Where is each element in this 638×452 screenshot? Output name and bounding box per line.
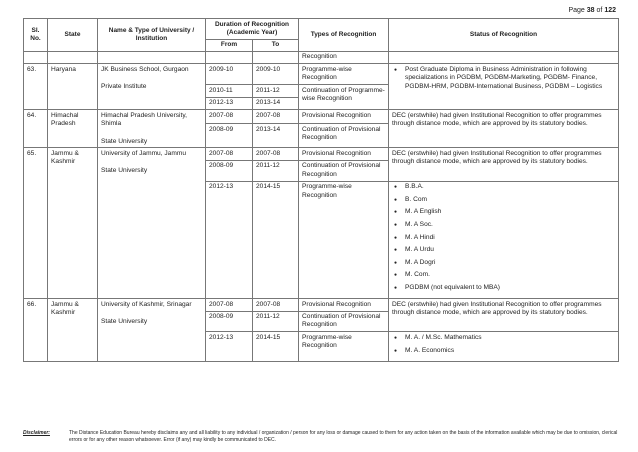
programme-item: ● M. A Hindi — [392, 234, 615, 247]
recognition-table — [23, 18, 619, 362]
recognition-status — [389, 64, 619, 110]
row-institution — [98, 110, 206, 148]
period-from: 2008-09 — [206, 311, 253, 332]
programme-item: ● M. A. / M.Sc. Mathematics — [392, 334, 615, 347]
institution-type: Private Institute — [101, 83, 147, 91]
row-number: 65. — [24, 148, 48, 299]
institution-name: University of Kashmir, Srinagar — [101, 300, 192, 308]
institution-name: JK Business School, Gurgaon — [101, 65, 189, 73]
programme-item: ● B. Com — [392, 196, 615, 209]
row-number: 63. — [24, 64, 48, 110]
col-sl-no: Sl. No. — [24, 19, 48, 52]
programme-list — [392, 334, 615, 359]
period-to: 2007-08 — [253, 299, 299, 311]
programme-item: ● M. A Soc. — [392, 221, 615, 234]
period-from: 2012-13 — [206, 181, 253, 298]
row-institution — [98, 64, 206, 110]
recognition-type: Programme-wise Recognition — [299, 181, 389, 298]
programme-item: ● PGDBM (not equivalent to MBA) — [392, 284, 615, 297]
period-to: 2013-14 — [253, 124, 299, 148]
institution-name: University of Jammu, Jammu — [101, 149, 187, 157]
institution-type: State University — [101, 137, 148, 145]
period-to: 2007-08 — [253, 110, 299, 124]
row-number: 64. — [24, 110, 48, 148]
institution-type: State University — [101, 167, 148, 175]
disclaimer-text: The Distance Education Bureau hereby disclaims any and all liability to any individual / organization / person for any loss or damage caused to them for any action taken on the basis of the information available which may be due to omission, clerical errors or for any other reason whatsoever. Error (if any) may kindly be communicated to DEC. — [69, 430, 618, 443]
period-from: 2007-08 — [206, 299, 253, 311]
row-institution — [98, 148, 206, 299]
page-number — [568, 7, 616, 14]
recognition-type: Programme-wise Recognition — [299, 64, 389, 85]
recognition-status: DEC (erstwhile) had given Institutional Recognition to offer programmes through distance mode, which are approved by its statutory bodies. — [389, 110, 619, 148]
status-list — [392, 66, 615, 91]
recognition-type: Continuation of Programme-wise Recognition — [299, 85, 389, 110]
recognition-type: Programme-wise Recognition — [299, 332, 389, 361]
col-duration: Duration of Recognition (Academic Year) — [206, 19, 299, 40]
institution-type: State University — [101, 318, 148, 326]
row-state: Himachal Pradesh — [48, 110, 98, 148]
table-row — [24, 110, 619, 124]
recognition-type: Continuation of Provisional Recognition — [299, 124, 389, 148]
period-to: 2014-15 — [253, 332, 299, 361]
period-to: 2011-12 — [253, 160, 299, 181]
disclaimer — [23, 430, 618, 444]
row-number: 66. — [24, 299, 48, 362]
status-bullet: ● Post Graduate Diploma in Business Administration in following specializations in PGDBM, PGDBM-Marketing, PGDBM- Finance, PGDBM-HRM, PGDBM-International Business, PGDBM – Logistics — [392, 66, 615, 91]
table-row — [24, 148, 619, 160]
period-to: 2007-08 — [253, 148, 299, 160]
col-types: Types of Recognition — [299, 19, 389, 52]
period-from: 2012-13 — [206, 332, 253, 361]
programme-item: ● B.B.A. — [392, 183, 615, 196]
period-from: 2012-13 — [206, 97, 253, 109]
header-row — [24, 19, 619, 40]
period-to: 2014-15 — [253, 181, 299, 298]
row-institution — [98, 299, 206, 362]
programme-item: ● M. Com. — [392, 271, 615, 284]
col-from: From — [206, 39, 253, 51]
disclaimer-label: Disclaimer: — [23, 430, 50, 436]
period-from: 2010-11 — [206, 85, 253, 97]
recognition-type: Continuation of Provisional Recognition — [299, 311, 389, 332]
recognition-status: DEC (erstwhile) had given Institutional Recognition to offer programmes through distance mode, which are approved by its statutory bodies. — [389, 299, 619, 332]
recognition-type: Provisional Recognition — [299, 148, 389, 160]
page-current: 38 — [586, 7, 595, 14]
row-state: Haryana — [48, 64, 98, 110]
recognition-type: Provisional Recognition — [299, 110, 389, 124]
programme-item: ● M. A Dogri — [392, 259, 615, 272]
recognition-type: Provisional Recognition — [299, 299, 389, 311]
row-state: Jammu & Kashmir — [48, 148, 98, 299]
period-from: 2007-08 — [206, 148, 253, 160]
recognition-status: DEC (erstwhile) had given Institutional Recognition to offer programmes through distance mode, which are approved by its statutory bodies. — [389, 148, 619, 181]
col-name-type: Name & Type of University / Institution — [98, 19, 206, 52]
period-to: 2011-12 — [253, 85, 299, 97]
page-of: of — [596, 7, 603, 14]
table-row — [24, 299, 619, 311]
row-state: Jammu & Kashmir — [48, 299, 98, 362]
recognition-type: Continuation of Provisional Recognition — [299, 160, 389, 181]
programme-item: ● M. A Urdu — [392, 246, 615, 259]
col-to: To — [253, 39, 299, 51]
programme-list — [392, 183, 615, 296]
carryover-type: Recognition — [299, 51, 389, 63]
programme-cell — [389, 332, 619, 361]
period-from: 2009-10 — [206, 64, 253, 85]
programme-item: ● M. A English — [392, 208, 615, 221]
page-label: Page — [568, 7, 585, 14]
col-state: State — [48, 19, 98, 52]
programme-cell — [389, 181, 619, 298]
programme-item: ● M. A. Economics — [392, 347, 615, 360]
institution-name: Himachal Pradesh University, Shimla — [101, 111, 187, 128]
period-to: 2009-10 — [253, 64, 299, 85]
page-total: 122 — [604, 7, 616, 14]
period-from: 2008-09 — [206, 160, 253, 181]
table-row — [24, 64, 619, 85]
period-to: 2013-14 — [253, 97, 299, 109]
period-to: 2011-12 — [253, 311, 299, 332]
period-from: 2008-09 — [206, 124, 253, 148]
period-from: 2007-08 — [206, 110, 253, 124]
col-status: Status of Recognition — [389, 19, 619, 52]
carryover-row — [24, 51, 619, 63]
